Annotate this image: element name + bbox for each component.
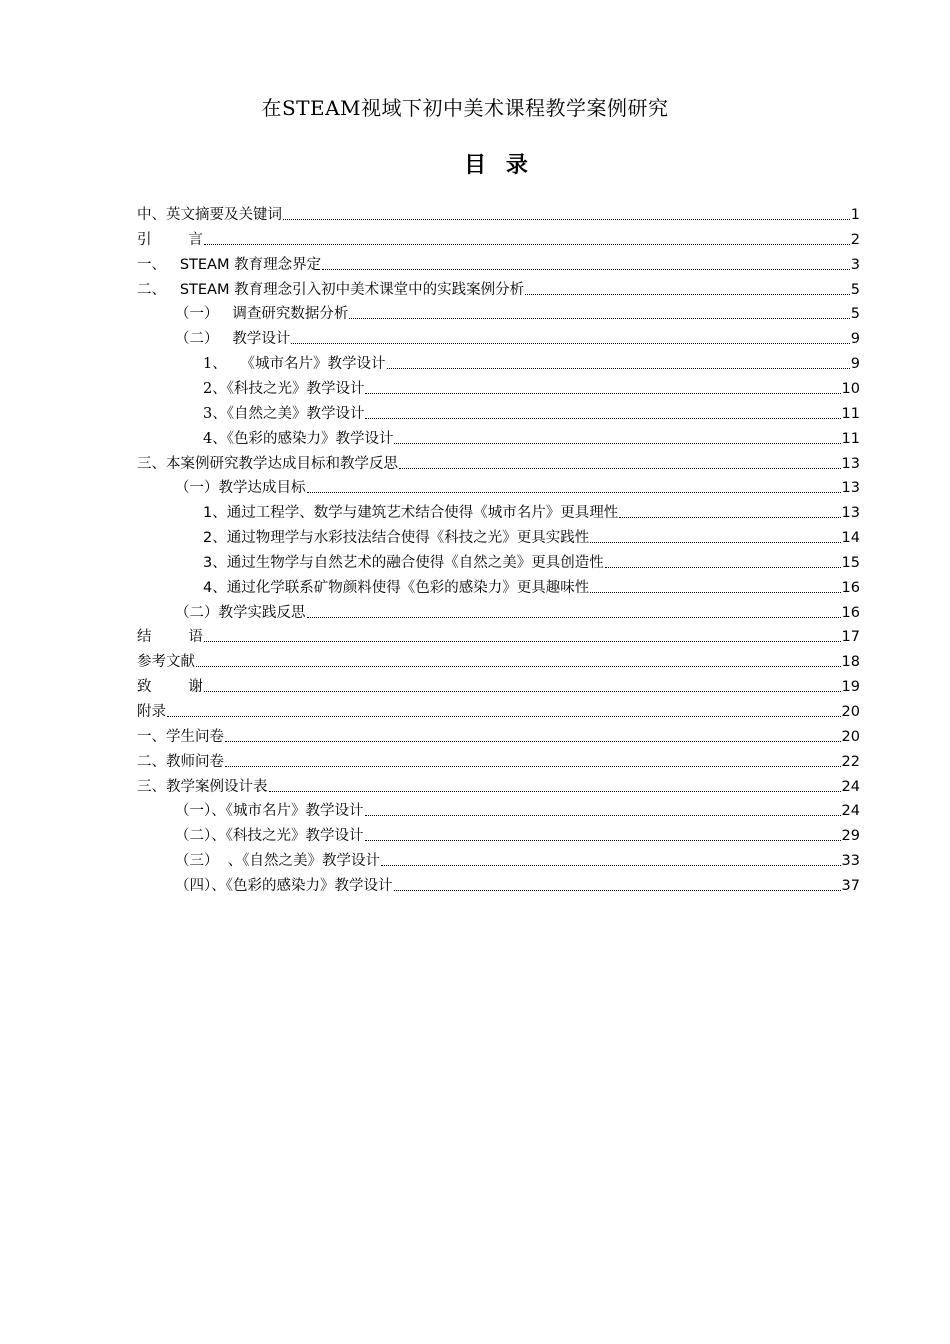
- toc-entry[interactable]: [137, 275, 860, 299]
- toc-entry-page-number: 13: [841, 480, 860, 497]
- toc-entry-page-number: 9: [850, 356, 860, 373]
- toc-entry[interactable]: [137, 622, 860, 646]
- toc-entry[interactable]: [175, 821, 860, 845]
- toc-entry-page-number: 9: [850, 331, 860, 348]
- toc-entry[interactable]: [203, 498, 860, 522]
- toc-entry-label: 引 言: [137, 231, 203, 248]
- toc-dot-leader: [349, 318, 849, 319]
- toc-entry-page-number: 11: [841, 430, 860, 447]
- toc-dot-leader: [196, 666, 841, 667]
- toc-entry-page-number: 37: [841, 877, 860, 894]
- toc-entry-page-number: 2: [850, 231, 860, 248]
- toc-entry-page-number: 5: [850, 281, 860, 298]
- toc-entry-label: 参考文献: [137, 654, 195, 671]
- toc-entry[interactable]: [175, 846, 860, 870]
- toc-dot-leader: [590, 542, 840, 543]
- toc-entry-page-number: 1: [850, 207, 860, 223]
- toc-entry[interactable]: [137, 449, 860, 473]
- toc-dot-leader: [399, 468, 841, 469]
- toc-entry[interactable]: [137, 225, 860, 249]
- toc-entry-page-number: 15: [841, 554, 860, 571]
- toc-heading: 目 录: [464, 153, 534, 178]
- toc-entry-label: 2、通过物理学与水彩技法结合使得《科技之光》更具实践性: [203, 530, 590, 547]
- toc-entry-page-number: 29: [841, 828, 860, 845]
- toc-entry-label: （二） 教学设计: [175, 331, 291, 348]
- toc-dot-leader: [387, 368, 850, 369]
- toc-entry-label: 致 谢: [137, 679, 203, 696]
- toc-dot-leader: [365, 840, 841, 841]
- document-title: 在STEAM视域下初中美术课程教学案例研究: [261, 96, 669, 120]
- toc-entry-label: （四）、《色彩的感染力》教学设计: [175, 877, 393, 894]
- toc-entry-page-number: 17: [841, 629, 860, 646]
- toc-dot-leader: [204, 691, 841, 692]
- toc-entry[interactable]: [203, 349, 860, 373]
- toc-entry[interactable]: [203, 374, 860, 398]
- toc-entry-label: 附录: [137, 704, 166, 720]
- toc-entry-page-number: 24: [841, 803, 860, 820]
- toc-dot-leader: [365, 815, 841, 816]
- toc-entry-page-number: 11: [841, 405, 860, 422]
- toc-entry[interactable]: [175, 871, 860, 895]
- toc-dot-leader: [365, 393, 840, 394]
- toc-dot-leader: [204, 641, 841, 642]
- toc-entry-page-number: 5: [850, 306, 860, 323]
- toc-entry[interactable]: [137, 747, 860, 771]
- toc-entry-label: （一）教学达成目标: [175, 480, 306, 497]
- toc-entry-page-number: 24: [841, 778, 860, 795]
- toc-entry-page-number: 22: [841, 753, 860, 770]
- toc-entry[interactable]: [203, 548, 860, 572]
- toc-dot-leader: [590, 592, 840, 593]
- toc-entry-label: 结 语: [137, 629, 203, 646]
- toc-entry-label: （三） 、《自然之美》教学设计: [175, 853, 380, 870]
- toc-entry-page-number: 19: [841, 679, 860, 696]
- toc-entry[interactable]: [203, 424, 860, 448]
- toc-dot-leader: [619, 517, 840, 518]
- toc-dot-leader: [394, 890, 841, 891]
- toc-entry-label: 一、学生问卷: [137, 728, 224, 745]
- toc-entry-label: （一） 调查研究数据分析: [175, 306, 349, 323]
- toc-entry-label: 1、 《城市名片》教学设计: [203, 356, 386, 373]
- toc-entry-label: 1、通过工程学、数学与建筑艺术结合使得《城市名片》更具理性: [203, 505, 619, 522]
- toc-entry-label: 3、通过生物学与自然艺术的融合使得《自然之美》更具创造性: [203, 554, 604, 571]
- toc-dot-leader: [291, 343, 849, 344]
- toc-entry-label: 一、 STEAM 教育理念界定: [137, 256, 322, 273]
- toc-dot-leader: [225, 741, 841, 742]
- toc-entry-page-number: 13: [841, 505, 860, 522]
- toc-entry[interactable]: [137, 672, 860, 696]
- toc-entry-label: 二、教师问卷: [137, 753, 224, 770]
- toc-entry-page-number: 13: [841, 455, 860, 472]
- toc-entry-label: （二）教学实践反思: [175, 604, 306, 621]
- toc-dot-leader: [605, 567, 841, 568]
- toc-entry-page-number: 16: [841, 604, 860, 621]
- toc-dot-leader: [204, 244, 850, 245]
- toc-entry-label: （一）、《城市名片》教学设计: [175, 803, 364, 820]
- toc-entry-page-number: 20: [841, 704, 860, 720]
- toc-dot-leader: [283, 219, 850, 220]
- toc-dot-leader: [365, 418, 840, 419]
- toc-entry-page-number: 20: [841, 728, 860, 745]
- toc-entry-page-number: 16: [841, 579, 860, 596]
- toc-entry-label: 三、教学案例设计表: [137, 778, 268, 795]
- toc-entry[interactable]: [175, 324, 860, 348]
- toc-entry[interactable]: [137, 200, 860, 224]
- toc-entry[interactable]: [137, 772, 860, 796]
- toc-entry-page-number: 10: [841, 380, 860, 397]
- toc-entry-label: 2、《科技之光》教学设计: [203, 380, 365, 397]
- toc-dot-leader: [269, 791, 841, 792]
- toc-dot-leader: [225, 766, 841, 767]
- toc-dot-leader: [322, 269, 850, 270]
- toc-entry[interactable]: [203, 573, 860, 597]
- toc-entry-label: 3、《自然之美》教学设计: [203, 405, 365, 422]
- toc-entry[interactable]: [137, 647, 860, 671]
- toc-entry-label: 三、本案例研究教学达成目标和教学反思: [137, 455, 398, 472]
- toc-dot-leader: [307, 492, 841, 493]
- toc-entry[interactable]: [137, 250, 860, 274]
- toc-entry-label: 4、《色彩的感染力》教学设计: [203, 430, 394, 447]
- toc-entry-page-number: 33: [841, 853, 860, 870]
- toc-entry-page-number: 14: [841, 530, 860, 547]
- toc-dot-leader: [167, 716, 841, 717]
- toc-entry[interactable]: [175, 299, 860, 323]
- toc-entry-label: 中、英文摘要及关键词: [137, 207, 282, 223]
- toc-entry[interactable]: [203, 523, 860, 547]
- toc-dot-leader: [307, 617, 841, 618]
- toc-entry-label: 4、通过化学联系矿物颜料使得《色彩的感染力》更具趣味性: [203, 579, 590, 596]
- toc-entry-page-number: 3: [850, 256, 860, 273]
- toc-dot-leader: [525, 294, 850, 295]
- toc-entry[interactable]: [175, 796, 860, 820]
- toc-entry[interactable]: [175, 473, 860, 497]
- toc-dot-leader: [394, 443, 840, 444]
- toc-entry[interactable]: [203, 399, 860, 423]
- toc-entry[interactable]: [137, 722, 860, 746]
- toc-entry[interactable]: [175, 598, 860, 622]
- toc-dot-leader: [381, 865, 841, 866]
- toc-entry-page-number: 18: [841, 654, 860, 671]
- toc-entry[interactable]: [137, 697, 860, 721]
- toc-entry-label: 二、 STEAM 教育理念引入初中美术课堂中的实践案例分析: [137, 281, 525, 298]
- toc-entry-label: （二）、《科技之光》教学设计: [175, 828, 364, 845]
